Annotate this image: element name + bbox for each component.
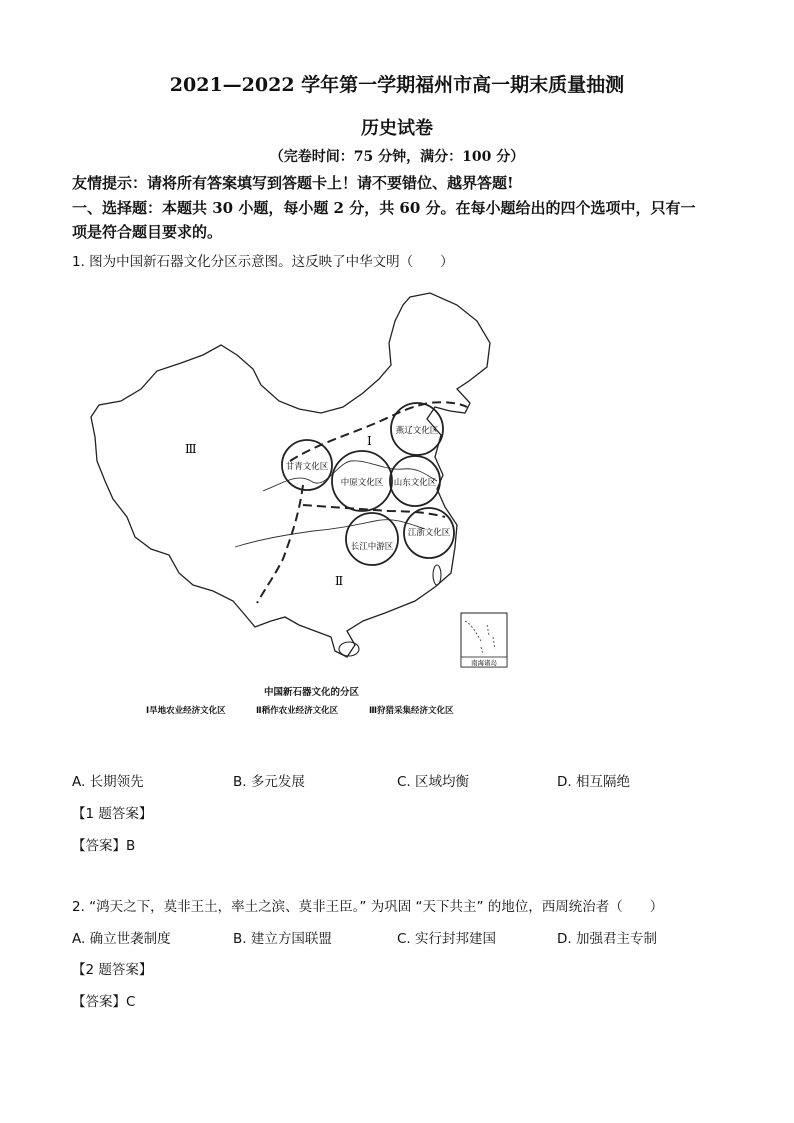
q2-option-c[interactable]: C. 实行封邦建国 xyxy=(397,931,497,947)
label-ganqing: 甘青文化区 xyxy=(285,462,329,472)
label-jiangzhe: 江浙文化区 xyxy=(407,528,451,538)
boundary-dashed-west xyxy=(257,485,303,603)
q2-answer-tag: 【2 题答案】 xyxy=(72,962,153,978)
inset-label: 南海诸岛 xyxy=(471,659,497,667)
boundary-dashed-middle xyxy=(303,505,445,517)
q1-answer-tag: 【1 题答案】 xyxy=(72,806,153,822)
exam-title: 2021—2022 学年第一学期福州市高一期末质量抽测 xyxy=(169,74,625,96)
neolithic-culture-map xyxy=(85,285,535,720)
region-III: Ⅲ xyxy=(185,442,197,456)
section-instructions-line2: 项是符合题目要求的。 xyxy=(72,223,223,241)
taiwan-island xyxy=(433,565,441,585)
region-I: Ⅰ xyxy=(367,434,372,448)
legend-item-dryland: Ⅰ旱地农业经济文化区 xyxy=(146,706,226,716)
legend-item-rice: Ⅱ稻作农业经济文化区 xyxy=(256,706,339,716)
q2-option-d[interactable]: D. 加强君主专制 xyxy=(557,931,657,947)
exam-subtitle: 历史试卷 xyxy=(361,118,433,139)
q1-option-a[interactable]: A. 长期领先 xyxy=(72,774,144,790)
map-caption: 中国新石器文化的分区 xyxy=(264,687,360,698)
question-1-stem: 1. 图为中国新石器文化分区示意图。这反映了中华文明（ ） xyxy=(72,254,454,270)
legend-item-hunting: Ⅲ狩猎采集经济文化区 xyxy=(369,706,454,716)
region-II: Ⅱ xyxy=(335,574,344,588)
q2-option-b[interactable]: B. 建立方国联盟 xyxy=(233,931,332,947)
china-outline xyxy=(91,293,490,657)
q1-option-c[interactable]: C. 区域均衡 xyxy=(397,774,470,790)
label-changjiang: 长江中游区 xyxy=(350,542,394,552)
q1-option-b[interactable]: B. 多元发展 xyxy=(233,774,305,790)
question-2-stem: 2. “鸿天之下，莫非王土，率土之滨、莫非王臣。” 为巩固 “天下共主” 的地位，西周统治者（ ） xyxy=(72,899,664,915)
friendly-tip: 友情提示：请将所有答案填写到答题卡上！请不要错位、越界答题! xyxy=(72,174,514,192)
boundary-dashed-north xyxy=(290,402,467,461)
q1-option-d[interactable]: D. 相互隔绝 xyxy=(557,774,630,790)
label-shandong: 山东文化区 xyxy=(393,478,437,488)
q2-option-a[interactable]: A. 确立世袭制度 xyxy=(72,931,171,947)
circle-changjiang xyxy=(346,513,398,565)
label-zhongyuan: 中原文化区 xyxy=(340,478,384,488)
time-note: （完卷时间：75 分钟，满分：100 分） xyxy=(269,149,525,165)
label-yanliao: 燕辽文化区 xyxy=(395,426,439,436)
section-instructions-line1: 一、选择题：本题共 30 小题，每小题 2 分，共 60 分。在每小题给出的四个选项中，只有一 xyxy=(72,199,696,217)
q1-answer: 【答案】B xyxy=(72,838,136,854)
q2-answer: 【答案】C xyxy=(72,994,136,1010)
